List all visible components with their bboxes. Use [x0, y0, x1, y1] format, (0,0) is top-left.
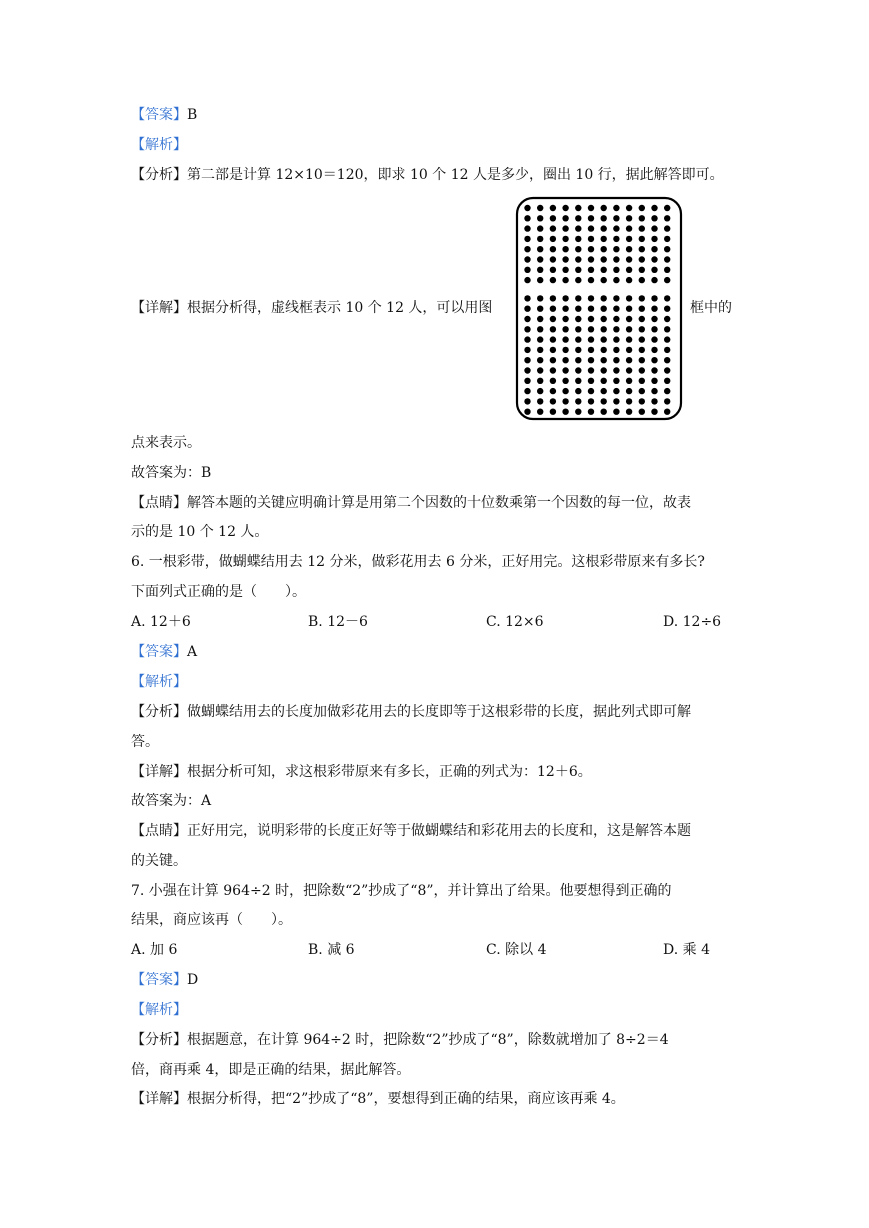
dot	[562, 367, 568, 373]
dot	[550, 388, 556, 394]
dot	[575, 316, 581, 322]
dot	[651, 316, 657, 322]
dot	[601, 267, 607, 273]
dot	[651, 326, 657, 332]
dot	[537, 267, 543, 273]
q7-answer-line	[131, 970, 198, 990]
dot	[651, 256, 657, 262]
dot	[575, 246, 581, 252]
dot	[613, 225, 619, 231]
dot	[613, 367, 619, 373]
dot	[626, 336, 632, 342]
dot	[562, 225, 568, 231]
dot	[639, 225, 645, 231]
dot	[588, 306, 594, 312]
dot	[601, 326, 607, 332]
dot	[524, 336, 530, 342]
dot	[588, 295, 594, 301]
dot	[664, 256, 670, 262]
dot	[550, 347, 556, 353]
q6-stem-line-2: 下面列式正确的是（ ）。	[131, 584, 306, 600]
dot	[524, 378, 530, 384]
q6-option-a: A. 12＋6	[131, 614, 191, 630]
q6-answer-value: A	[187, 644, 198, 660]
dot	[550, 316, 556, 322]
dot	[588, 367, 594, 373]
q7-answer-tag: 【答案】	[131, 972, 187, 988]
dot	[537, 306, 543, 312]
dot	[639, 326, 645, 332]
dot	[651, 236, 657, 242]
dot	[639, 295, 645, 301]
q7-xiangjie-line: 【详解】根据分析得，把“2”抄成了“8”，要想得到正确的结果，商应该再乘 4。	[131, 1091, 625, 1107]
dot	[588, 336, 594, 342]
dot	[524, 347, 530, 353]
q7-option-b: B. 减 6	[308, 942, 355, 958]
dot	[639, 246, 645, 252]
dot	[550, 357, 556, 363]
dot	[550, 306, 556, 312]
dot	[562, 378, 568, 384]
dot	[588, 398, 594, 404]
dot	[651, 367, 657, 373]
dot	[537, 398, 543, 404]
dot	[601, 225, 607, 231]
dot	[537, 367, 543, 373]
dot	[626, 225, 632, 231]
dot	[524, 357, 530, 363]
dot	[626, 215, 632, 221]
dot	[651, 205, 657, 211]
dot	[524, 316, 530, 322]
dot	[550, 326, 556, 332]
dot	[613, 236, 619, 242]
dot	[524, 267, 530, 273]
dot	[524, 236, 530, 242]
dot	[613, 205, 619, 211]
dot	[613, 316, 619, 322]
dot	[524, 215, 530, 221]
q7-option-a: A. 加 6	[131, 942, 178, 958]
dot	[537, 336, 543, 342]
dot	[664, 398, 670, 404]
dot	[562, 236, 568, 242]
dot	[537, 295, 543, 301]
dot	[562, 336, 568, 342]
dot	[639, 378, 645, 384]
dot	[537, 277, 543, 283]
dot	[626, 347, 632, 353]
dot	[588, 277, 594, 283]
dot	[626, 236, 632, 242]
q6-option-d: D. 12÷6	[663, 614, 722, 630]
dot	[651, 336, 657, 342]
dot	[651, 398, 657, 404]
answer-value: B	[187, 107, 198, 123]
dot	[601, 277, 607, 283]
dot	[613, 215, 619, 221]
dot	[601, 367, 607, 373]
dot	[575, 215, 581, 221]
dot	[601, 388, 607, 394]
dot	[613, 388, 619, 394]
dot-array-figure	[515, 196, 683, 421]
dot	[639, 388, 645, 394]
dot	[550, 295, 556, 301]
dot	[575, 336, 581, 342]
dot	[626, 409, 632, 415]
dot	[575, 398, 581, 404]
dot	[537, 357, 543, 363]
q6-dianjing-line-1: 【点睛】正好用完，说明彩带的长度正好等于做蝴蝶结和彩花用去的长度和，这是解答本题	[131, 823, 691, 839]
dot	[575, 357, 581, 363]
dot	[588, 205, 594, 211]
dot	[524, 398, 530, 404]
dot	[588, 225, 594, 231]
dot	[651, 277, 657, 283]
dot	[651, 357, 657, 363]
dot	[626, 357, 632, 363]
dot	[664, 357, 670, 363]
dot	[524, 205, 530, 211]
dot	[639, 367, 645, 373]
dot	[639, 398, 645, 404]
dot	[613, 347, 619, 353]
dot	[664, 306, 670, 312]
dot	[601, 306, 607, 312]
dot	[613, 398, 619, 404]
dot	[613, 326, 619, 332]
dot	[626, 267, 632, 273]
dot	[626, 398, 632, 404]
dot	[626, 316, 632, 322]
dot	[626, 367, 632, 373]
q6-analysis-tag: 【解析】	[131, 674, 187, 690]
dot	[562, 388, 568, 394]
q7-option-d: D. 乘 4	[663, 942, 710, 958]
dot	[664, 246, 670, 252]
dot	[651, 347, 657, 353]
dot	[588, 409, 594, 415]
dot	[613, 256, 619, 262]
dot	[639, 336, 645, 342]
dot	[601, 378, 607, 384]
dot	[613, 357, 619, 363]
dot	[562, 316, 568, 322]
dot	[588, 388, 594, 394]
dot	[664, 409, 670, 415]
dot	[664, 388, 670, 394]
q7-analysis-tag: 【解析】	[131, 1002, 187, 1018]
dot	[575, 409, 581, 415]
analysis-tag: 【解析】	[131, 137, 187, 153]
dot	[626, 378, 632, 384]
q6-stem-line-1: 6. 一根彩带，做蝴蝶结用去 12 分米，做彩花用去 6 分米，正好用完。这根彩带原来有多长?	[131, 554, 705, 570]
dot	[575, 378, 581, 384]
dot	[626, 326, 632, 332]
dot	[651, 409, 657, 415]
dot	[664, 336, 670, 342]
dot	[550, 398, 556, 404]
dot	[524, 409, 530, 415]
dot	[562, 215, 568, 221]
fenxi-line: 【分析】第二部是计算 12×10＝120，即求 10 个 12 人是多少，圈出 10 行，据此解答即可。	[131, 167, 724, 183]
dot	[562, 267, 568, 273]
dot	[575, 295, 581, 301]
dot	[601, 295, 607, 301]
dot	[601, 398, 607, 404]
dot	[613, 336, 619, 342]
dot	[550, 267, 556, 273]
dot	[524, 246, 530, 252]
dot	[601, 246, 607, 252]
dot	[664, 326, 670, 332]
dot	[550, 215, 556, 221]
dot	[664, 236, 670, 242]
dot	[550, 246, 556, 252]
dot	[639, 267, 645, 273]
xiangjie-line-after: 框中的	[690, 300, 732, 316]
dot	[575, 256, 581, 262]
dot	[651, 246, 657, 252]
dot	[588, 256, 594, 262]
dot	[613, 295, 619, 301]
dot	[664, 277, 670, 283]
dot	[613, 267, 619, 273]
dot	[550, 409, 556, 415]
dot	[601, 215, 607, 221]
dot	[562, 256, 568, 262]
dot	[524, 326, 530, 332]
dot	[588, 378, 594, 384]
dot	[613, 409, 619, 415]
dot	[588, 246, 594, 252]
dot	[639, 205, 645, 211]
dot	[588, 316, 594, 322]
dot	[626, 295, 632, 301]
dot	[562, 326, 568, 332]
dot	[562, 277, 568, 283]
dot	[588, 267, 594, 273]
dot	[575, 326, 581, 332]
dot	[651, 225, 657, 231]
dot	[524, 306, 530, 312]
dot	[601, 409, 607, 415]
dot	[626, 256, 632, 262]
dot	[651, 215, 657, 221]
q7-option-c: C. 除以 4	[486, 942, 547, 958]
xiangjie-line-before: 【详解】根据分析得，虚线框表示 10 个 12 人，可以用图	[131, 300, 493, 316]
q6-xiangjie-line: 【详解】根据分析可知，求这根彩带原来有多长，正确的列式为：12＋6。	[131, 764, 592, 780]
dot	[613, 277, 619, 283]
dot	[664, 225, 670, 231]
dot	[601, 256, 607, 262]
dot	[562, 347, 568, 353]
dot	[575, 225, 581, 231]
q7-fenxi-line-2: 倍，商再乘 4，即是正确的结果，据此解答。	[131, 1062, 411, 1078]
dianjing-line-1: 【点睛】解答本题的关键应明确计算是用第二个因数的十位数乘第一个因数的每一位，故表	[131, 495, 691, 511]
answer-line	[131, 105, 197, 125]
dot	[588, 215, 594, 221]
dot	[575, 277, 581, 283]
dot	[588, 357, 594, 363]
dot	[537, 388, 543, 394]
dot	[524, 225, 530, 231]
dot	[575, 347, 581, 353]
dot	[639, 277, 645, 283]
dot	[639, 347, 645, 353]
dot	[562, 409, 568, 415]
q6-option-c: C. 12×6	[486, 614, 544, 630]
dot	[639, 357, 645, 363]
dot	[588, 236, 594, 242]
dot	[562, 205, 568, 211]
dot	[601, 316, 607, 322]
dot	[537, 326, 543, 332]
dot	[524, 256, 530, 262]
dot	[575, 267, 581, 273]
dot	[537, 215, 543, 221]
dot	[575, 236, 581, 242]
dot	[524, 295, 530, 301]
dot	[664, 295, 670, 301]
dot	[664, 205, 670, 211]
dot	[601, 357, 607, 363]
dot	[562, 306, 568, 312]
dot	[613, 378, 619, 384]
dot	[562, 295, 568, 301]
q6-option-b: B. 12－6	[308, 614, 368, 630]
q7-stem-line-1: 7. 小强在计算 964÷2 时，把除数“2”抄成了“8”，并计算出了给果。他要想得到正确的	[131, 883, 672, 899]
dot	[613, 306, 619, 312]
dot	[639, 409, 645, 415]
dot	[550, 336, 556, 342]
dot	[651, 306, 657, 312]
q6-final-line: 故答案为：A	[131, 793, 212, 809]
dot	[562, 357, 568, 363]
dot	[664, 215, 670, 221]
dot	[664, 367, 670, 373]
dot	[664, 316, 670, 322]
q7-stem-line-2: 结果，商应该再（ ）。	[131, 912, 292, 928]
dot	[601, 236, 607, 242]
dot	[601, 347, 607, 353]
dot	[626, 306, 632, 312]
dot	[601, 336, 607, 342]
dot	[550, 256, 556, 262]
q7-answer-value: D	[187, 972, 199, 988]
dot	[651, 295, 657, 301]
dot	[562, 398, 568, 404]
q6-dianjing-line-2: 的关键。	[131, 853, 187, 869]
q7-fenxi-line-1: 【分析】根据题意，在计算 964÷2 时，把除数“2”抄成了“8”，除数就增加了 8÷2＝4	[131, 1032, 669, 1048]
xiangjie-continuation: 点来表示。	[131, 435, 201, 451]
q6-fenxi-line-2: 答。	[131, 734, 159, 750]
dot	[639, 316, 645, 322]
dot	[613, 246, 619, 252]
final-answer-line: 故答案为：B	[131, 465, 212, 481]
dot	[639, 215, 645, 221]
answer-tag: 【答案】	[131, 107, 187, 123]
dot	[550, 378, 556, 384]
dot	[626, 277, 632, 283]
dot	[537, 409, 543, 415]
q6-answer-line	[131, 642, 197, 662]
dot	[524, 367, 530, 373]
dot	[562, 246, 568, 252]
dot	[537, 347, 543, 353]
dot	[537, 256, 543, 262]
dot	[524, 388, 530, 394]
dot	[651, 267, 657, 273]
dot	[575, 205, 581, 211]
dot	[664, 267, 670, 273]
q6-fenxi-line-1: 【分析】做蝴蝶结用去的长度加做彩花用去的长度即等于这根彩带的长度，据此列式即可解	[131, 704, 691, 720]
dot	[537, 378, 543, 384]
dot	[550, 205, 556, 211]
dot	[626, 388, 632, 394]
dot	[664, 347, 670, 353]
dianjing-line-2: 示的是 10 个 12 人。	[131, 524, 269, 540]
dot	[537, 225, 543, 231]
dot	[651, 388, 657, 394]
dot	[537, 205, 543, 211]
dot	[639, 256, 645, 262]
dot	[651, 378, 657, 384]
dot	[524, 277, 530, 283]
dot	[639, 306, 645, 312]
dot	[550, 277, 556, 283]
dot	[626, 205, 632, 211]
q6-answer-tag: 【答案】	[131, 644, 187, 660]
dot	[575, 367, 581, 373]
dot	[537, 246, 543, 252]
dot	[588, 347, 594, 353]
dot	[537, 236, 543, 242]
dot	[537, 316, 543, 322]
dot	[601, 205, 607, 211]
dot	[639, 236, 645, 242]
dot	[575, 306, 581, 312]
dot	[664, 378, 670, 384]
dot	[550, 367, 556, 373]
dot	[550, 225, 556, 231]
dot	[588, 326, 594, 332]
dot	[626, 246, 632, 252]
dot	[575, 388, 581, 394]
dot	[550, 236, 556, 242]
